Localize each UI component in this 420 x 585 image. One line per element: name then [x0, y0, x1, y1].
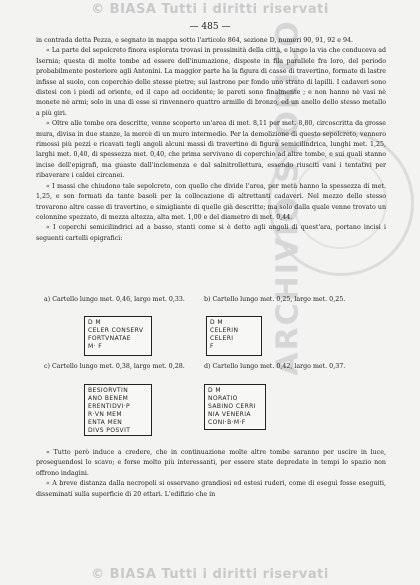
- inscription-line: R·VN MEM: [88, 411, 122, 418]
- paragraph: « I coperchi semicilindrici ad a basso, stanti come si è detto agli angoli di quest'ara, portano incisi i seguenti cartelli epigrafici:: [36, 224, 386, 242]
- inscription-line: ANO BENEM: [88, 395, 129, 402]
- inscription-line: DIVS POSVIT: [88, 427, 131, 434]
- inscription-line: NORATIO: [208, 395, 238, 402]
- inscription-line: ENTA MEN: [88, 419, 123, 426]
- inscription-line: CELERI: [210, 335, 234, 342]
- inscription-line: BESIORVTIN: [88, 387, 129, 394]
- inscription-box-c: [84, 384, 152, 436]
- paragraph: « Tutto però induce a credere, che in continuazione molte altre tombe saranno per uscire in luce, proseguendosi lo scavo; e forse molto più interessanti, per essere state depredate in tempi lo spazio non offrono indagini.: [36, 449, 386, 477]
- inscription-line: M· F: [88, 343, 103, 350]
- inscription-line: NIA VENERIA: [208, 411, 251, 418]
- inscription-line: D M: [208, 387, 221, 394]
- inscription-line: D M: [210, 319, 223, 326]
- inscription-box-b: [206, 316, 262, 356]
- inscription-box-d: [204, 384, 266, 430]
- paragraph: « A breve distanza dalla necropoli si osservano grandiosi ed estesi ruderi, come di eseguì fosse eseguiti, disseminati sulla superficie di 20 ettari. L'edifizio che in: [36, 480, 386, 498]
- inscription-line: D M: [88, 319, 101, 326]
- inscription-line: F: [210, 343, 214, 350]
- watermark-bottom: © BIASA Tutti i diritti riservati: [91, 567, 329, 582]
- inscription-line: CONI·B·M·F: [208, 419, 246, 426]
- body-text-continued: [36, 448, 386, 500]
- inscription-line: ERENTIDVI·P: [88, 403, 130, 410]
- paragraph: in contrada detta Pezza, e segnato in mappa sotto l'articolo 864, sezione D, numeri 90, 91, 92 e 94.: [36, 37, 354, 44]
- watermark-top: © BIASA Tutti i diritti riservati: [91, 2, 329, 17]
- inscription-line: FORTVNATAE: [88, 335, 131, 342]
- inscription-caption-a: a) Cartello lungo met. 0,46, largo met. 0,33.: [44, 296, 185, 303]
- paragraph: « I massi che chiudono tale sepolcreto, con quello che divide l'area, per metà hanno la spessezza di met. 1,25, e son formati da tante basoli per la collocazione di altrettanti cadaveri. Nel mezzo dello stesso trovarono altre casse di travertino, e simigliante di quelle già descritte; ma solo dalla quale venne trovato un colonnine spezzato, di mezza altezza, alta met. 1,00 e del diametro di met. 0,44.: [36, 182, 386, 221]
- inscription-box-a: [84, 316, 152, 356]
- paragraph: « La parte del sepolcreto finora esplorata trovasi in prossimità della città, e lungo la via che conduceva ad Isernia; questa di molte tombe ad essere dell'inumazione, disposte in fila parallele fra loro, del periodo probabilmente posteriore agli Antonini. La maggior parte ha la figura di casse di travertino, formate di lastre infisse al suolo, con coperchio delle stesse pietre; sul lastrone per fondo uno strato di lapilli. I cadaveri sono distesi con i piedi ad oriente, ed il capo ad occidente; le pareti sono finalmente ; e non hanno nè vasi nè monete nè armi; solo in una di esse si rinvennero quattro armille di bronzo, ed un anello dello stesso metallo a più giri.: [36, 47, 386, 117]
- inscription-line: CELERIN: [210, 327, 239, 334]
- watermark-side: ARCHIVIO STORICO: [270, 19, 306, 376]
- inscription-line: CELER CONSERV: [88, 327, 144, 334]
- inscription-caption-c: c) Cartello lungo met. 0,38, largo met. 0,28.: [44, 363, 185, 370]
- body-text: [36, 36, 386, 244]
- paragraph: « Oltre alle tombe ora descritte, venne scoperto un'area di met. 8,11 per met. 8,80, circoscritta da grosse mura, divisa in due stanze, la mercè di un muro intermedio. Per la demolizione di questo sepolcreto, vennero rimossi più pezzi e ricavati tegli angoli alcuni massi di travertino di figura semicilindrica, lunghi met. 1,25, larghi met. 0,40, di spessezza met. 0,40, che prima servivano di coperchio ad altre tombe, e sui quali stanno incise dell'epigrafi, ma guaste dall'inclemenza e dal salnitrollettura, essendo riusciti vani i tentativi per ribaverare i caldei circanei.: [36, 120, 386, 180]
- page-number: — 485 —: [189, 22, 231, 32]
- inscription-line: SABINO CERRI: [208, 403, 256, 410]
- inscription-caption-b: b) Cartello lungo met. 0,25, largo met. 0,25.: [204, 296, 346, 303]
- inscription-caption-d: d) Cartello lungo met. 0,42, largo met. 0,37.: [204, 363, 346, 370]
